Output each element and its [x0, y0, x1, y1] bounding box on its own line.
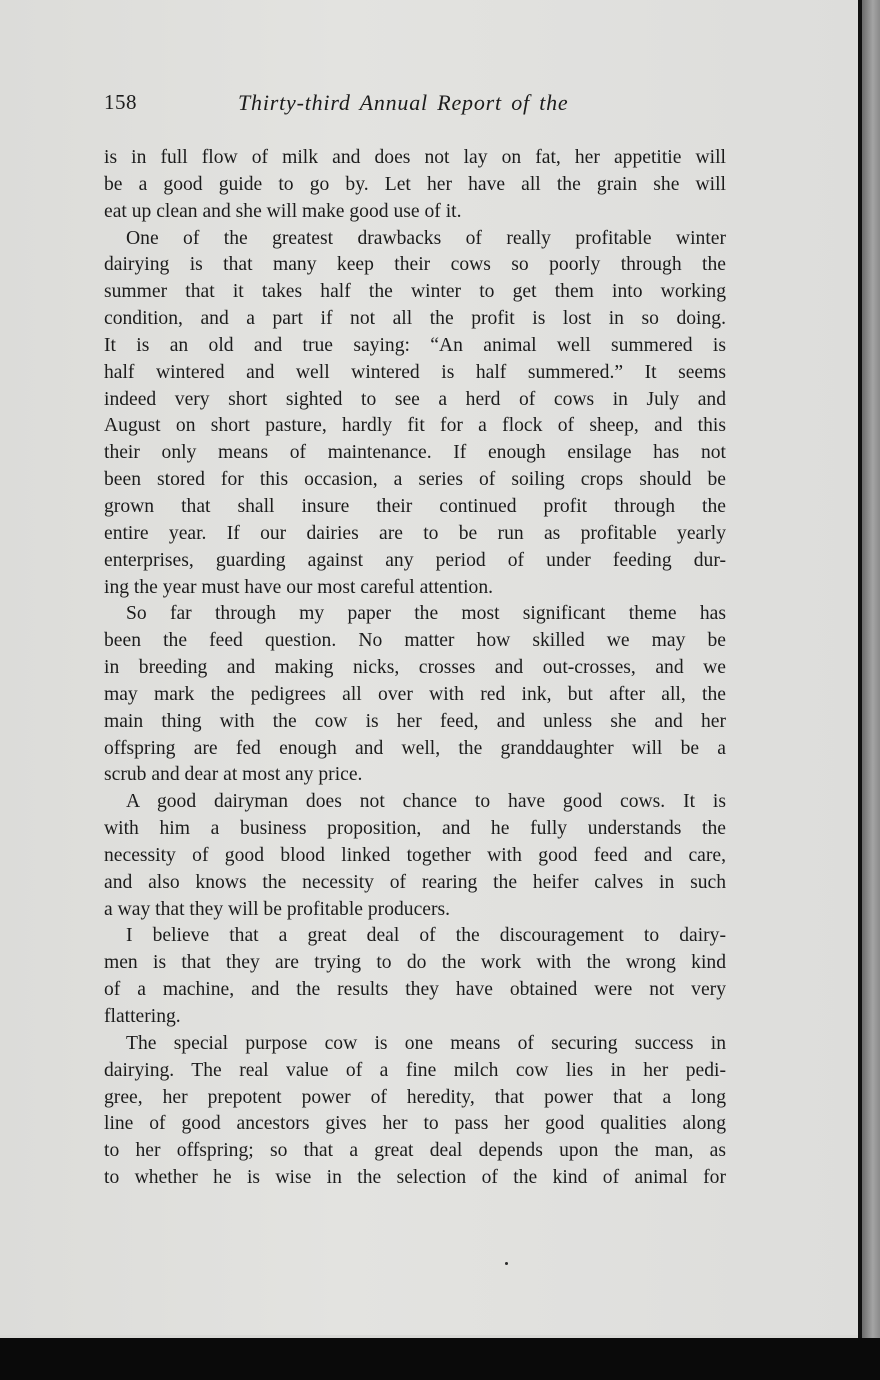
- text-line: eat up clean and she will make good use of it.: [104, 200, 462, 222]
- running-head: [104, 88, 624, 128]
- text-line: in breeding and making nicks, crosses and out-crosses, and we: [104, 657, 726, 679]
- text-line: August on short pasture, hardly fit for a flock of sheep, and this: [104, 415, 726, 437]
- text-line: condition, and a part if not all the profit is lost in so doing.: [104, 308, 726, 330]
- text-line: been stored for this occasion, a series of soiling crops should be: [104, 469, 726, 491]
- text-line: been the feed question. No matter how skilled we may be: [104, 630, 726, 652]
- text-line: offspring are fed enough and well, the granddaughter will be a: [104, 737, 726, 759]
- text-line: half wintered and well wintered is half summered.” It seems: [104, 361, 726, 383]
- text-line: with him a business proposition, and he fully understands the: [104, 818, 726, 840]
- text-line: dairying. The real value of a fine milch cow lies in her pedi-: [104, 1059, 726, 1081]
- text-line: and also knows the necessity of rearing the heifer calves in such: [104, 871, 726, 893]
- text-line: The special purpose cow is one means of securing success in: [126, 1032, 726, 1054]
- text-line: It is an old and true saying: “An animal well summered is: [104, 334, 726, 356]
- scan-speck: [505, 1262, 508, 1265]
- text-line: grown that shall insure their continued profit through the: [104, 495, 726, 517]
- scan-bottom-border: [0, 1338, 880, 1380]
- text-line: I believe that a great deal of the discouragement to dairy-: [126, 925, 726, 947]
- text-line: So far through my paper the most significant theme has: [126, 603, 726, 625]
- text-line: ing the year must have our most careful attention.: [104, 576, 494, 598]
- text-line: is in full flow of milk and does not lay on fat, her appetitie will: [104, 147, 726, 168]
- text-line: indeed very short sighted to see a herd of cows in July and: [104, 388, 726, 410]
- text-line: line of good ancestors gives her to pass her good qualities along: [104, 1113, 726, 1135]
- text-line: flattering.: [104, 1006, 181, 1027]
- text-line: be a good guide to go by. Let her have all the grain she will: [104, 173, 726, 195]
- text-line: dairying is that many keep their cows so poorly through the: [104, 254, 726, 276]
- text-line: to whether he is wise in the selection of the kind of animal for: [104, 1167, 726, 1189]
- text-line: entire year. If our dairies are to be run as profitable yearly: [104, 522, 726, 544]
- text-line: main thing with the cow is her feed, and unless she and her: [104, 710, 726, 732]
- text-line: summer that it takes half the winter to get them into working: [104, 281, 726, 303]
- running-title: Thirty-third Annual Report of the: [238, 90, 569, 115]
- text-line: to her offspring; so that a great deal depends upon the man, as: [104, 1140, 726, 1162]
- text-line: enterprises, guarding against any period of under feeding dur-: [104, 549, 726, 571]
- text-line: scrub and dear at most any price.: [104, 764, 363, 786]
- text-line: their only means of maintenance. If enough ensilage has not: [104, 442, 726, 464]
- text-line: One of the greatest drawbacks of really profitable winter: [126, 227, 726, 249]
- text-line: gree, her prepotent power of heredity, that power that a long: [104, 1086, 726, 1108]
- text-line: a way that they will be profitable producers.: [104, 898, 451, 920]
- page-number: 158: [104, 90, 137, 114]
- text-line: may mark the pedigrees all over with red ink, but after all, the: [104, 683, 726, 705]
- text-line: of a machine, and the results they have obtained were not very: [104, 979, 726, 1001]
- text-line: necessity of good blood linked together with good feed and care,: [104, 844, 726, 866]
- text-line: A good dairyman does not chance to have good cows. It is: [126, 791, 726, 813]
- page-gutter-shadow: [862, 0, 880, 1350]
- body-text: [104, 145, 726, 1192]
- text-line: men is that they are trying to do the work with the wrong kind: [104, 952, 726, 974]
